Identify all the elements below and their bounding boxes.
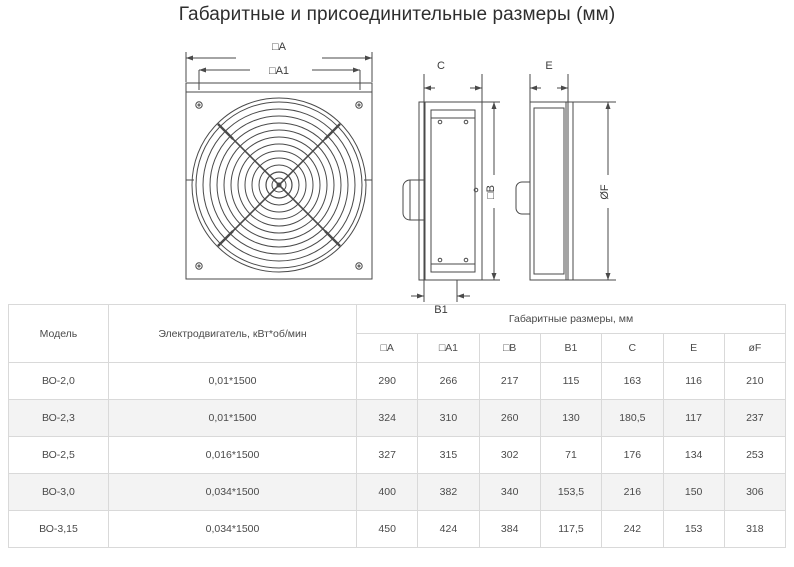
header-dim-a1: □A1 (418, 334, 479, 363)
cell-f: 318 (724, 511, 785, 548)
cell-a: 400 (357, 474, 418, 511)
table-header-row-1 (9, 305, 786, 334)
cell-model: ВО-3,15 (9, 511, 109, 548)
cell-f: 237 (724, 400, 785, 437)
cell-a: 450 (357, 511, 418, 548)
header-dim-a: □A (357, 334, 418, 363)
cell-a1: 310 (418, 400, 479, 437)
header-model: Модель (9, 305, 109, 363)
header-dim-b: □B (479, 334, 540, 363)
cell-b: 340 (479, 474, 540, 511)
cell-c: 180,5 (602, 400, 663, 437)
cell-motor: 0,016*1500 (108, 437, 356, 474)
cell-b1: 130 (540, 400, 601, 437)
cell-e: 134 (663, 437, 724, 474)
cell-motor: 0,034*1500 (108, 474, 356, 511)
specs-table (8, 304, 786, 548)
technical-drawings (0, 30, 794, 316)
cell-model: ВО-3,0 (9, 474, 109, 511)
cell-b1: 115 (540, 363, 601, 400)
header-dim-b1: B1 (540, 334, 601, 363)
cell-e: 153 (663, 511, 724, 548)
table-row (9, 511, 786, 548)
header-dim-c: C (602, 334, 663, 363)
cell-a1: 424 (418, 511, 479, 548)
cell-a: 324 (357, 400, 418, 437)
table-row (9, 363, 786, 400)
label-e: E (545, 60, 553, 72)
cell-b: 302 (479, 437, 540, 474)
label-a: □A (272, 41, 286, 53)
label-a1: □A1 (268, 65, 290, 77)
cell-c: 163 (602, 363, 663, 400)
cell-model: ВО-2,0 (9, 363, 109, 400)
table-row (9, 474, 786, 511)
header-dim-f: øF (724, 334, 785, 363)
cell-a: 290 (357, 363, 418, 400)
label-c: C (437, 60, 445, 72)
page-title: Габаритные и присоединительные размеры (мм) (178, 4, 616, 25)
cell-b1: 117,5 (540, 511, 601, 548)
cell-model: ВО-2,3 (9, 400, 109, 437)
cell-c: 216 (602, 474, 663, 511)
cell-motor: 0,01*1500 (108, 363, 356, 400)
cell-f: 253 (724, 437, 785, 474)
cell-f: 210 (724, 363, 785, 400)
cell-a1: 382 (418, 474, 479, 511)
drawings-svg (0, 30, 794, 316)
cell-a1: 266 (418, 363, 479, 400)
cell-b1: 153,5 (540, 474, 601, 511)
cell-b: 217 (479, 363, 540, 400)
cell-b1: 71 (540, 437, 601, 474)
cell-e: 150 (663, 474, 724, 511)
cell-b: 260 (479, 400, 540, 437)
cell-motor: 0,034*1500 (108, 511, 356, 548)
end-view (516, 74, 616, 280)
label-b1: B1 (434, 304, 448, 316)
cell-a1: 315 (418, 437, 479, 474)
front-view (186, 52, 372, 279)
cell-f: 306 (724, 474, 785, 511)
label-f: ØF (599, 184, 611, 200)
cell-b: 384 (479, 511, 540, 548)
cell-a: 327 (357, 437, 418, 474)
cell-c: 176 (602, 437, 663, 474)
label-b: □B (485, 185, 497, 199)
header-dimensions-group: Габаритные размеры, мм (357, 305, 786, 334)
header-dim-e: E (663, 334, 724, 363)
table-row (9, 400, 786, 437)
specs-table-wrapper (8, 304, 786, 548)
cell-e: 117 (663, 400, 724, 437)
table-row (9, 437, 786, 474)
cell-e: 116 (663, 363, 724, 400)
cell-motor: 0,01*1500 (108, 400, 356, 437)
cell-c: 242 (602, 511, 663, 548)
header-motor: Электродвигатель, кВт*об/мин (108, 305, 356, 363)
cell-model: ВО-2,5 (9, 437, 109, 474)
